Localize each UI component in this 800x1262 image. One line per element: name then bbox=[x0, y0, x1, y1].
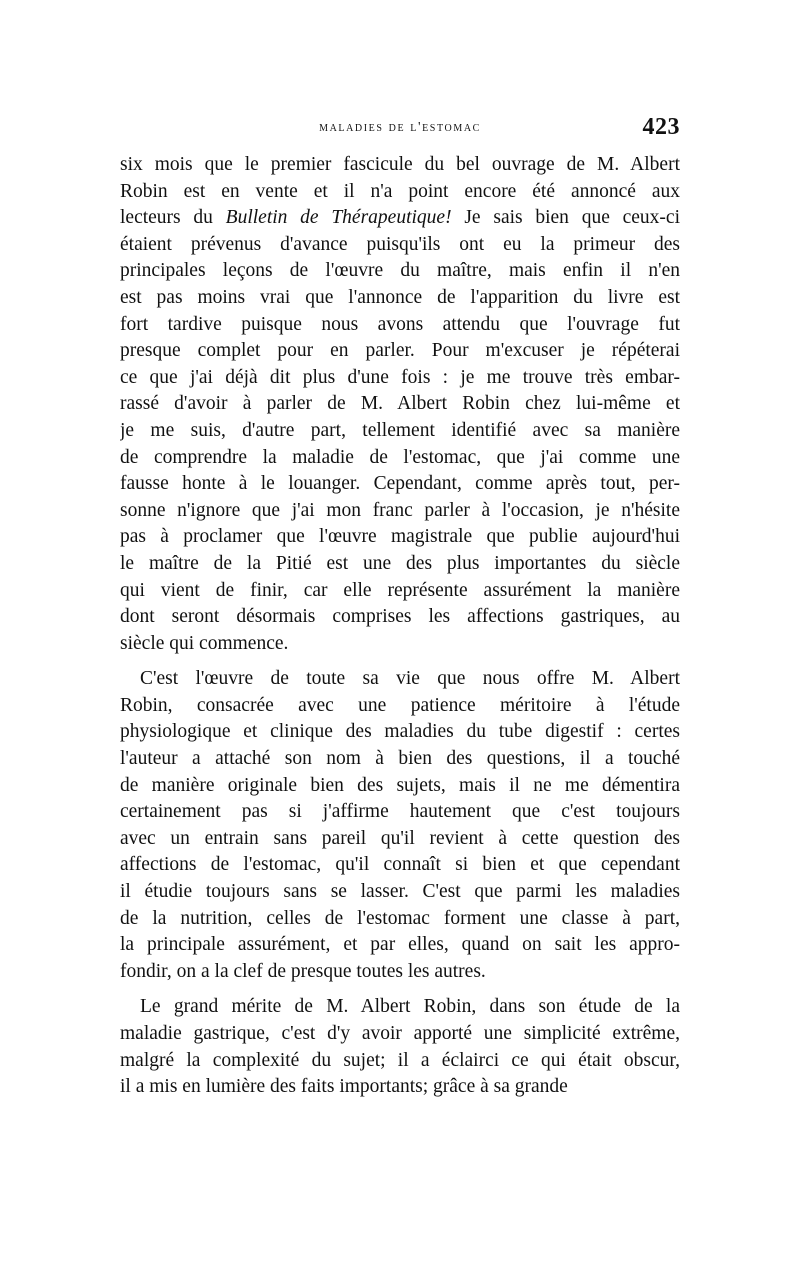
text-line: fondir, on a la clef de presque toutes les autres. bbox=[120, 960, 486, 982]
text-run: lecteurs du bbox=[120, 207, 226, 229]
text-line: sonne n'ignore que j'ai mon franc parler à l'occasion, je n'hésite bbox=[120, 499, 680, 521]
text-line: affections de l'estomac, qu'il connaît si bien et que cependant bbox=[120, 854, 680, 876]
text-line: il a mis en lumière des faits importants; grâce à sa grande bbox=[120, 1076, 568, 1098]
text-line: je me suis, d'autre part, tellement identifié avec sa manière bbox=[120, 419, 680, 441]
text-line: siècle qui commence. bbox=[120, 632, 289, 654]
text-line: avec un entrain sans pareil qu'il revient à cette question des bbox=[120, 827, 680, 849]
text-line: de manière originale bien des sujets, mais il ne me démentira bbox=[120, 774, 680, 796]
body-text bbox=[120, 152, 680, 1110]
text-line: il étudie toujours sans se lasser. C'est que parmi les maladies bbox=[120, 881, 680, 903]
text-line: la principale assurément, et par elles, quand on sait les appro- bbox=[120, 934, 680, 956]
text-line: fausse honte à le louanger. Cependant, comme après tout, per- bbox=[120, 473, 680, 495]
running-title: maladies de l'estomac bbox=[319, 120, 481, 135]
text-line: est pas moins vrai que l'annonce de l'apparition du livre est bbox=[120, 286, 680, 308]
text-line: Le grand mérite de M. Albert Robin, dans son étude de la bbox=[140, 996, 680, 1018]
page-number: 423 bbox=[642, 114, 680, 140]
text-run: Je sais bien que ceux-ci bbox=[451, 207, 680, 229]
text-line: rassé d'avoir à parler de M. Albert Robin chez lui-même et bbox=[120, 393, 680, 415]
text-line: Robin est en vente et il n'a point encore été annoncé aux bbox=[120, 180, 680, 202]
paragraph bbox=[120, 152, 680, 657]
text-line: physiologique et clinique des maladies du tube digestif : certes bbox=[120, 721, 680, 743]
text-line: C'est l'œuvre de toute sa vie que nous offre M. Albert bbox=[140, 668, 680, 690]
text-line: malgré la complexité du sujet; il a éclairci ce qui était obscur, bbox=[120, 1049, 680, 1071]
running-head bbox=[120, 114, 680, 144]
text-line: étaient prévenus d'avance puisqu'ils ont eu la primeur des bbox=[120, 233, 680, 255]
paragraph bbox=[120, 666, 680, 985]
paragraph bbox=[120, 994, 680, 1100]
text-line: maladie gastrique, c'est d'y avoir apporté une simplicité extrême, bbox=[120, 1023, 680, 1044]
text-line: le maître de la Pitié est une des plus importantes du siècle bbox=[120, 552, 680, 574]
text-line: principales leçons de l'œuvre du maître, mais enfin il n'en bbox=[120, 260, 680, 282]
text-line: de la nutrition, celles de l'estomac forment une classe à part, bbox=[120, 907, 680, 929]
text-line bbox=[120, 205, 680, 232]
text-line: presque complet pour en parler. Pour m'excuser je répéterai bbox=[120, 340, 680, 362]
text-line: pas à proclamer que l'œuvre magistrale que publie aujourd'hui bbox=[120, 526, 680, 548]
text-line: certainement pas si j'affirme hautement que c'est toujours bbox=[120, 801, 680, 823]
text-line: ce que j'ai déjà dit plus d'une fois : je me trouve très embar- bbox=[120, 366, 680, 388]
text-line: six mois que le premier fascicule du bel ouvrage de M. Albert bbox=[120, 154, 680, 175]
text-line: qui vient de finir, car elle représente assurément la manière bbox=[120, 579, 680, 601]
journal-title: Bulletin de Thérapeutique! bbox=[225, 207, 452, 229]
text-line: l'auteur a attaché son nom à bien des questions, il a touché bbox=[120, 748, 680, 770]
text-line: de comprendre la maladie de l'estomac, que j'ai comme une bbox=[120, 446, 680, 468]
text-line: Robin, consacrée avec une patience méritoire à l'étude bbox=[120, 694, 680, 716]
text-line: fort tardive puisque nous avons attendu que l'ouvrage fut bbox=[120, 313, 680, 335]
text-line: dont seront désormais comprises les affections gastriques, au bbox=[120, 606, 680, 628]
